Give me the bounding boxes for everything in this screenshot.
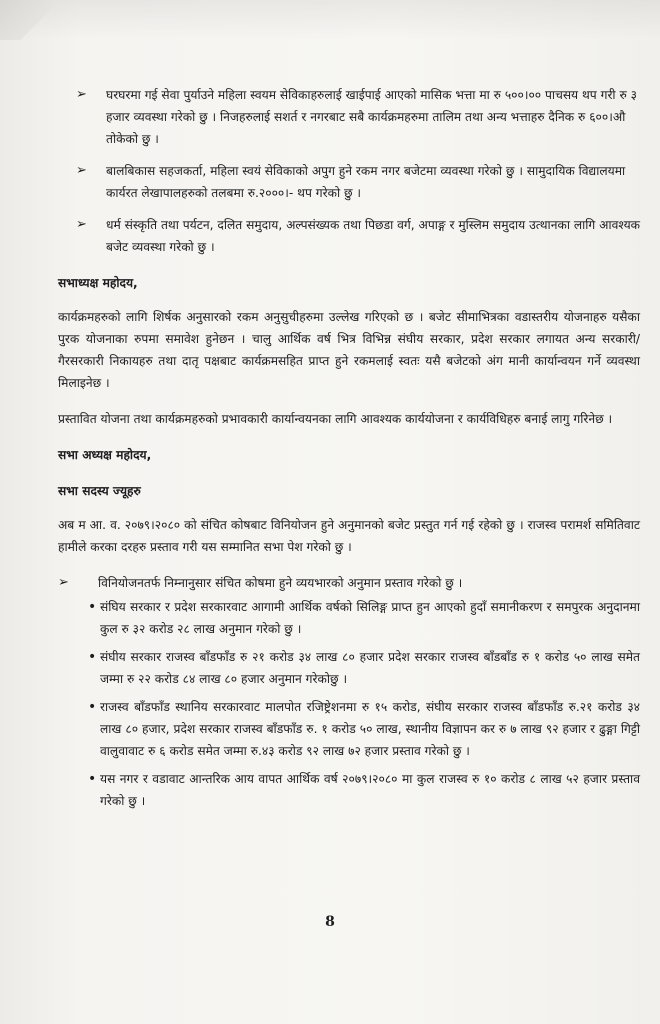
section-heading: सभाध्यक्ष महोदय, bbox=[58, 276, 138, 290]
arrow-bullet-icon: ➢ bbox=[58, 575, 69, 590]
bullet-text: यस नगर र वडावाट आन्तरिक आय वापत आर्थिक वर्ष २०७९।२०८० मा कुल राजस्व रु १० करोड ८ लाख ५२ हजार प्रस्ताव गरेको छु । bbox=[100, 772, 640, 808]
dot-bullet-icon: • bbox=[88, 771, 97, 787]
bullet-item bbox=[58, 596, 640, 640]
page-shadow bbox=[0, 0, 660, 40]
page-fold bbox=[0, 0, 60, 40]
arrow-bullet-icon: ➢ bbox=[76, 87, 87, 102]
document-body bbox=[58, 84, 640, 818]
bullet-text: संघिय सरकार र प्रदेश सरकारवाट आगामी आर्थिक वर्षको सिलिङ्ग प्राप्त हुन आएको हुदाँ समानीकरण र समपुरक अनुदानमा कुल रु ३२ करोड २८ लाख अनुमान गरेको छु । bbox=[100, 600, 640, 636]
bullet-text: संघीय सरकार राजस्व बाँडफाँड रु २१ करोड ३४ लाख ८० हजार प्रदेश सरकार राजस्व बाँडबाँड रु १ करोड ५० लाख समेत जम्मा रु २२ करोड ८४ लाख ८० हजार अनुमान गरेकोछु । bbox=[100, 650, 640, 686]
bullet-text: राजस्व बाँडफाँड स्थानिय सरकारवाट मालपोत रजिष्ट्रेशनमा रु १५ करोड, संघीय सरकार राजस्व बाँडफाँड रु.२१ करोड ३४ लाख ८० हजार, प्रदेश सरकार राजस्व बाँडफाँड रु. १ करोड ५० लाख, स्थानीय विज्ञापन कर रु ७ लाख ९२ हजार र ढुङ्गा गिट्टी वालुवावाट रु ६ करोड समेत जम्मा रु.४३ करोड ९२ लाख ७२ हजार प्रस्ताव गरेको छु । bbox=[100, 700, 640, 758]
bullet-item bbox=[58, 768, 640, 812]
dot-bullet-icon: • bbox=[88, 649, 97, 665]
section-heading: सभा अध्यक्ष महोदय, bbox=[58, 448, 152, 462]
list-item-text: धर्म संस्कृति तथा पर्यटन, दलित समुदाय, अल्पसंख्यक तथा पिछडा वर्ग, अपाङ्ग र मुस्लिम समुदाय उत्थानका लागि आवश्यक बजेट व्यवस्था गरेको छु । bbox=[106, 218, 641, 254]
list-item-text: घरघरमा गई सेवा पुर्याउने महिला स्वयम सेविकाहरुलाई खाईपाई आएको मासिक भत्ता मा रु ५००।०० पाचसय थप गरी रु ३ हजार व्यवस्था गरेको छु । निजहरुलाई सशर्त र नगरबाट सबै कार्यक्रमहरुमा तालिम तथा अन्य भत्ताहरु दैनिक रु ६००।औ तोकेको छु । bbox=[106, 88, 637, 146]
arrow-bullet-icon: ➢ bbox=[76, 163, 87, 178]
arrow-bullet-icon: ➢ bbox=[76, 217, 87, 232]
paragraph: प्रस्तावित योजना तथा कार्यक्रमहरुको प्रभावकारी कार्यान्वयनका लागि आवश्यक कार्ययोजना र कार्यविधिहरु बनाई लागु गरिनेछ । bbox=[58, 412, 613, 426]
paragraph: कार्यक्रमहरुको लागि शिर्षक अनुसारको रकम अनुसुचीहरुमा उल्लेख गरिएको छ । बजेट सीमाभित्रका वडास्तरीय योजनाहरु यसैका पुरक योजनाका रुपमा समावेश हुनेछन । चालु आर्थिक वर्ष भित्र विभिन्न संघीय सरकार, प्रदेश सरकार लगायत अन्य सरकारी/ गैरसरकारी निकायहरु तथा दातृ पक्षबाट कार्यक्रमसहित प्राप्त हुने रकमलाई स्वतः यसै बजेटको अंग मानी कार्यान्वयन गर्ने व्यवस्था मिलाइनेछ । bbox=[58, 310, 640, 390]
list-item bbox=[76, 84, 640, 150]
list-item-text: विनियोजनतर्फ निम्नानुसार संचित कोषमा हुने व्ययभारको अनुमान प्रस्ताव गरेको छु । bbox=[98, 576, 463, 590]
paragraph: अब म आ. व. २०७९।२०८० को संचित कोषबाट विनियोजन हुने अनुमानको बजेट प्रस्तुत गर्न गई रहेको छु । राजस्व परामर्श समितिवाट हामीले करका दरहरु प्रस्ताव गरी यस सम्मानित सभा पेश गरेको छु । bbox=[58, 518, 640, 554]
list-item bbox=[58, 572, 640, 594]
bullet-item bbox=[58, 646, 640, 690]
bullet-list bbox=[58, 596, 640, 812]
dot-bullet-icon: • bbox=[88, 699, 97, 715]
page-number: 8 bbox=[325, 914, 335, 930]
section-heading: सभा सदस्य ज्यूहरु bbox=[58, 484, 141, 498]
bullet-item bbox=[58, 696, 640, 762]
list-item bbox=[76, 214, 640, 258]
dot-bullet-icon: • bbox=[88, 599, 97, 615]
list-item-text: बालबिकास सहजकर्ता, महिला स्वयं सेविकाको अपुग हुने रकम नगर बजेटमा व्यवस्था गरेको छु । सामुदायिक विद्यालयमा कार्यरत लेखापालहरुको तलबमा रु.२०००।- थप गरेको छु । bbox=[106, 164, 626, 200]
list-item bbox=[76, 160, 640, 204]
